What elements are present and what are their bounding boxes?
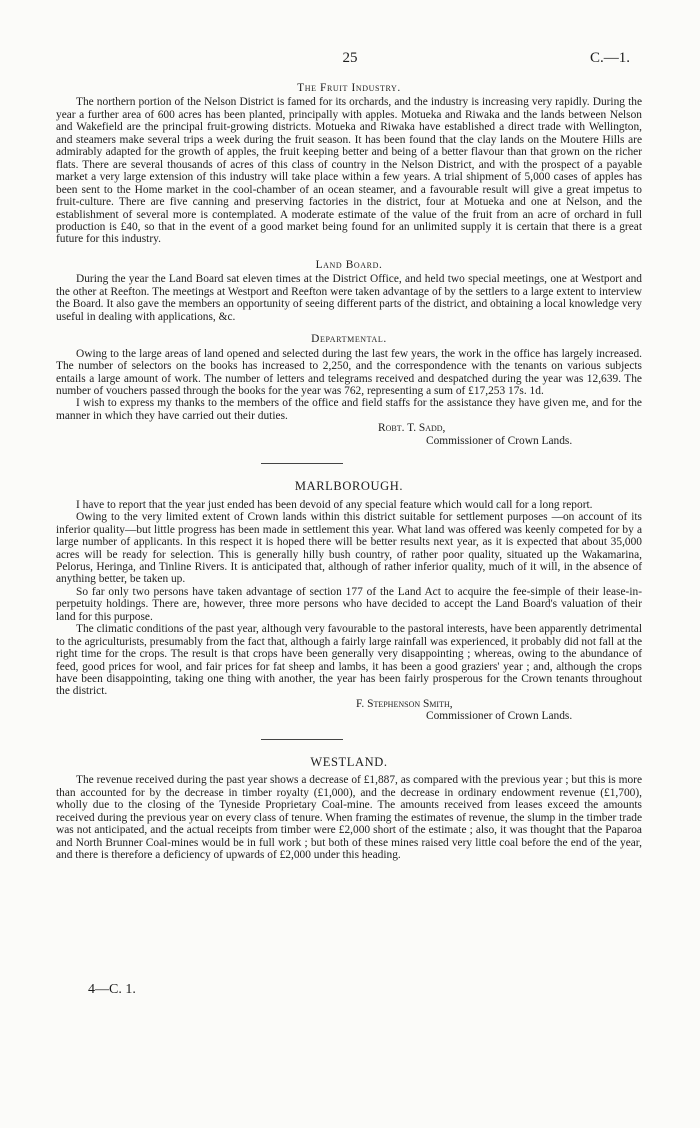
nelson-signature-block (56, 422, 642, 447)
page-header (0, 50, 700, 68)
heading-fruit-industry: The Fruit Industry. (297, 82, 401, 94)
heading-land-board: Land Board. (315, 258, 383, 271)
signature-mark: 4—C. 1. (88, 982, 136, 997)
page-number: 25 (342, 50, 358, 66)
heading-marlborough: MARLBOROUGH. (294, 479, 404, 494)
parliamentary-paper-code: C.—1. (589, 50, 630, 66)
marlborough-signatory-title: Commissioner of Crown Lands. (426, 710, 573, 723)
departmental-paragraph-2: I wish to express my thanks to the members of the office and field staffs for the assistance they have given me, and for the manner in which they have carried out their duties. (56, 397, 642, 422)
departmental-paragraph-1: Owing to the large areas of land opened and selected during the last few years, the work in the office has largely increased. The number of selectors on the books has increased to 2,250, and the correspondence with the tenants on various subjects entails a large amount of work. The number of letters and telegrams received and despatched during the year was 12,639. The number of vouchers passed through the books for the year was 762, representing a sum of £17,253 17s. 1d. (56, 347, 642, 397)
marlborough-paragraph-4: The climatic conditions of the past year, although very favourable to the pastoral interests, have been apparently detrimental to the agriculturists, presumably from the fact that, although a fairly large rainfall was experienced, it probably did not fall at the right time for the crops. The result is that crops have been generally very disappointing ; whereas, owing to the abundance of feed, good prices for wool, and fair prices for fat sheep and lambs, it has been a good graziers' year ; and, although the crops have been disappointing, taking one thing with another, the year has been fairly prosperous for the Crown tenants throughout the district. (56, 623, 642, 698)
nelson-signatory-name: Robt. T. Sadd, (378, 422, 446, 435)
heading-westland: WESTLAND. (310, 754, 388, 769)
heading-departmental: Departmental. (311, 333, 387, 346)
marlborough-paragraph-3: So far only two persons have taken advantage of section 177 of the Land Act to acquire the fee-simple of their lease-in-perpetuity holdings. There are, however, three more persons who have decided to accept the Land Board's valuation of their land for this purpose. (56, 585, 642, 623)
nelson-signatory-title: Commissioner of Crown Lands. (426, 434, 573, 447)
land-board-paragraph-1: During the year the Land Board sat eleven times at the District Office, and held two special meetings, one at Westport and the other at Reefton. The meetings at Westport and Reefton were taken advantage of by the settlers to a large extent to interview the Board. It also gave the members an opportunity of seeing different parts of the district, and obtaining a local knowledge very useful in dealing with applications, &c. (56, 273, 642, 323)
marlborough-signatory-name: F. Stephenson Smith, (356, 697, 453, 710)
marlborough-paragraph-1: I have to report that the year just ended has been devoid of any special feature which would call for a long report. (76, 498, 593, 511)
report-body (56, 82, 642, 861)
section-divider (261, 463, 343, 464)
fruit-paragraph-1: The northern portion of the Nelson District is famed for its orchards, and the industry is increasing very rapidly. During the year a further area of 600 acres has been planted, principally with apples. Motueka and Riwaka and the lands between Nelson and Wakefield are the principal fruit-growing districts. Motueka and Riwaka have established a direct trade with Wellington, and steamers make several trips a week during the fruit season. It has been found that the clay lands on the Moutere Hills are admirably adapted for the growth of apples, the fruit keeping better and being of a better flavour than that grown on the richer flats. There are several thousands of acres of this class of country in the Nelson District, and with the prospect of a payable market a very large extension of this industry will take place within a few years. A trial shipment of 5,000 cases of apples has been sent to the Home market in the cool-chamber of an ocean steamer, and a favourable result will give a great impetus to fruit-culture. There are five canning and preserving factories in the district, four at Motueka and one at Nelson, and the establishment of several more is contemplated. A moderate estimate of the value of the fruit from an acre of orchard in full production is £40, so that in the event of a good market being found for an unlimited supply it is certain that there is a great future for this industry. (56, 96, 642, 246)
marlborough-signature-block (56, 698, 642, 723)
westland-paragraph-1: The revenue received during the past year shows a decrease of £1,887, as compared with the previous year ; but this is more than accounted for by the decrease in timber royalty (£1,000), and the decrease in ordinary endowment revenue (£1,700), wholly due to the closing of the Tyneside Proprietary Coal-mine. The amounts received from leases exceed the amounts received during the previous year on every class of tenure. When framing the estimates of revenue, the slump in the timber trade was not anticipated, and the actual receipts from timber were £2,000 short of the estimate ; also, it was thought that the Paparoa and North Brunner Coal-mines would be in full work ; but both of these mines raised very little coal before the end of the year, and there is therefore a deficiency of upwards of £2,000 under this heading. (56, 774, 642, 862)
marlborough-paragraph-2: Owing to the very limited extent of Crown lands within this district suitable for settlement purposes —on account of its inferior quality—but little progress has been made in settlement this year. What land was offered was keenly competed for by a large number of applicants. In this respect it is hoped there will be better results next year, as it is expected that about 35,000 acres will be ready for selection. This is generally hilly bush country, of rather poor quality, situated up the Wakamarina, Pelorus, Heringa, and Tinline Rivers. It is anticipated that, although of rather inferior quality, much of it will, in the absence of anything better, be taken up. (56, 511, 642, 586)
section-divider (261, 739, 343, 740)
